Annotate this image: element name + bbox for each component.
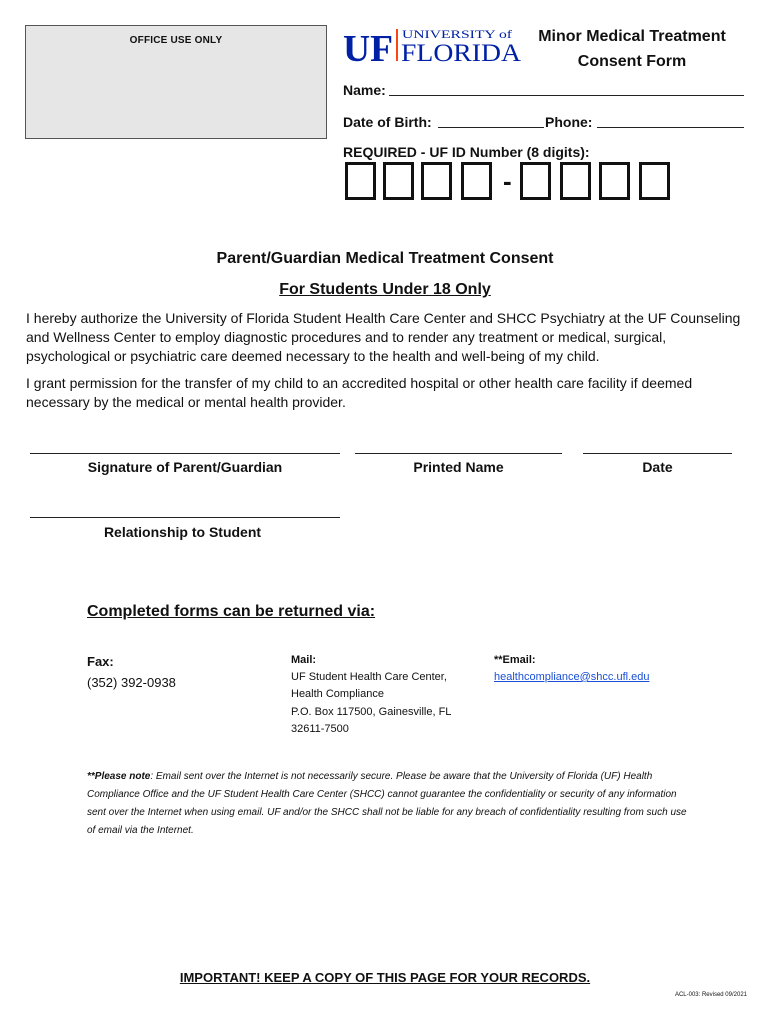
mail-line-1: UF Student Health Care Center, xyxy=(291,671,447,683)
important-notice: IMPORTANT! KEEP A COPY OF THIS PAGE FOR YOUR RECORDS. xyxy=(179,970,591,985)
name-line[interactable] xyxy=(389,95,744,96)
uf-logo-uf: UF xyxy=(343,28,393,65)
date-label: Date xyxy=(642,459,673,475)
consent-subheading: For Students Under 18 Only xyxy=(279,281,491,298)
fax-number: (352) 392-0938 xyxy=(87,675,176,690)
phone-label: Phone: xyxy=(545,114,593,130)
relationship-label: Relationship to Student xyxy=(103,524,262,540)
form-title-line2: Consent Form xyxy=(577,53,687,70)
ufid-digit-box[interactable] xyxy=(520,162,551,200)
fax-label: Fax: xyxy=(87,654,114,669)
note-lead: **Please note xyxy=(87,771,151,782)
ufid-digit-box[interactable] xyxy=(345,162,376,200)
mail-line-4: 32611-7500 xyxy=(291,723,349,735)
signature-label: Signature of Parent/Guardian xyxy=(87,459,283,475)
uf-logo-divider xyxy=(396,29,398,61)
ufid-digit-box[interactable] xyxy=(560,162,591,200)
signature-line[interactable] xyxy=(30,453,340,454)
ufid-dash: - xyxy=(503,166,512,196)
ufid-digit-box[interactable] xyxy=(461,162,492,200)
ufid-digit-box[interactable] xyxy=(599,162,630,200)
office-use-box xyxy=(25,25,327,139)
note-text: : Email sent over the Internet is not necessarily secure. Please be aware that the University of Florida (UF) Health Compliance Office and the UF Student Health Care Center (SHCC) cannot guarantee the confidentiality or security of any information sent over the Internet when using email. UF and/or the SHCC shall not be liable for any breach of confidentiality resulting from such use of email via the Internet. xyxy=(87,771,687,836)
email-security-note xyxy=(87,768,697,840)
returns-heading: Completed forms can be returned via: xyxy=(87,603,376,620)
revision-code: ACL-003: Revised 09/2021 xyxy=(674,992,747,998)
relationship-line[interactable] xyxy=(30,517,340,518)
ufid-digit-box[interactable] xyxy=(383,162,414,200)
email-link[interactable]: healthcompliance@shcc.ufl.edu xyxy=(494,671,650,683)
date-line[interactable] xyxy=(583,453,732,454)
mail-line-3: P.O. Box 117500, Gainesville, FL xyxy=(291,706,452,718)
mail-line-2: Health Compliance xyxy=(291,688,384,700)
uf-logo xyxy=(343,25,523,65)
ufid-digit-box[interactable] xyxy=(421,162,452,200)
form-title-line1: Minor Medical Treatment xyxy=(538,28,726,45)
consent-paragraph-1: I hereby authorize the University of Florida Student Health Care Center and SHCC Psychiatry at the UF Counseling and Wellness Center to employ diagnostic procedures and to render any treatment or medical, surgical, psychological or psychiatric care deemed necessary to the health and well-being of my child. xyxy=(26,310,741,364)
dob-line[interactable] xyxy=(438,127,544,128)
uf-logo-florida: FLORIDA xyxy=(401,40,521,65)
email-label: **Email: xyxy=(494,654,536,666)
mail-label: Mail: xyxy=(291,654,317,666)
printed-name-label: Printed Name xyxy=(413,459,504,475)
ufid-label: REQUIRED - UF ID Number (8 digits): xyxy=(343,144,590,160)
phone-line[interactable] xyxy=(597,127,744,128)
form-title xyxy=(527,24,737,74)
name-label: Name: xyxy=(343,82,386,98)
ufid-digit-box[interactable] xyxy=(639,162,670,200)
office-use-label: OFFICE USE ONLY xyxy=(129,35,223,46)
dob-label: Date of Birth: xyxy=(343,114,432,130)
uf-logo-university-of: UNIVERSITY of xyxy=(402,27,513,41)
printed-name-line[interactable] xyxy=(355,453,562,454)
consent-paragraph-2: I grant permission for the transfer of my child to an accredited hospital or other health care facility if deemed necessary by the medical or mental health provider. xyxy=(26,375,693,410)
consent-heading: Parent/Guardian Medical Treatment Consent xyxy=(216,250,554,267)
